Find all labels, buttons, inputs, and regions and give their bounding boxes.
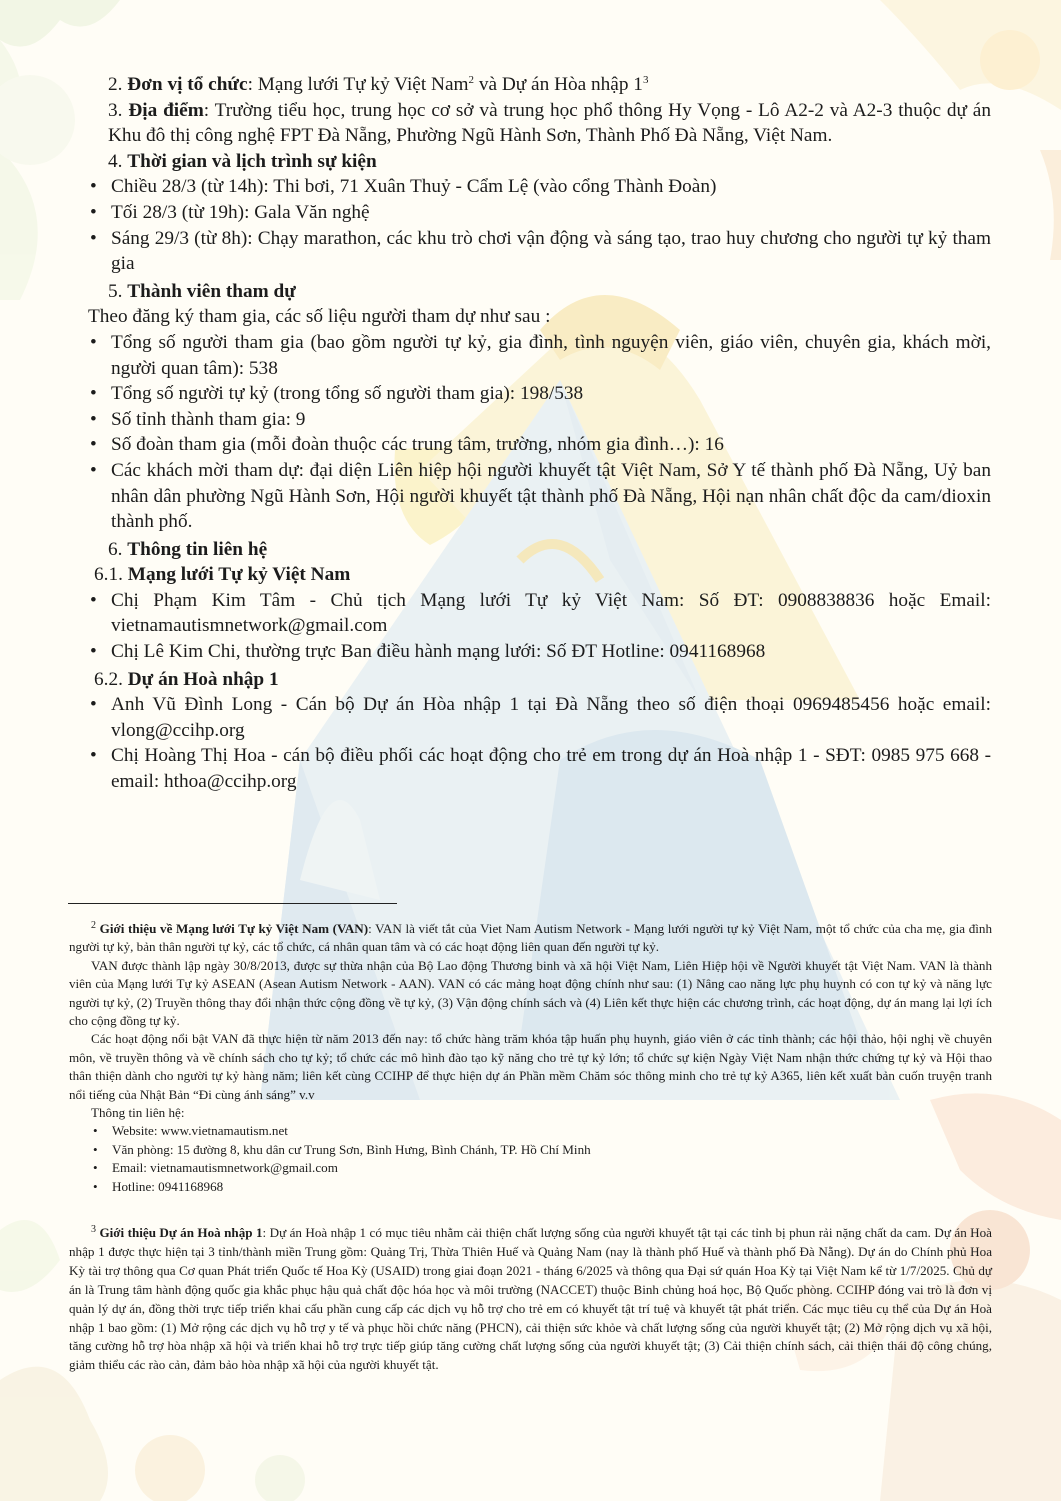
section-contact-heading xyxy=(88,537,991,563)
section-label: Đơn vị tổ chức xyxy=(127,74,248,95)
section-participants-heading xyxy=(88,279,991,305)
section-number: 2. xyxy=(108,74,123,95)
participants-item: • Số đoàn tham gia (mỗi đoàn thuộc các trung tâm, trường, nhóm gia đình…): 16 xyxy=(88,432,991,458)
sub-section-heading: Mạng lưới Tự kỷ Việt Nam xyxy=(127,564,351,586)
sub-section-number: 6.2. xyxy=(94,668,123,690)
sub-section-heading: Dự án Hoà nhập 1 xyxy=(127,668,279,690)
footnote-separator xyxy=(68,903,397,904)
footnote-title: Giới thiệu về Mạng lưới Tự kỷ Việt Nam (VAN) xyxy=(99,921,369,936)
schedule-item: • Tối 28/3 (từ 19h): Gala Văn nghệ xyxy=(88,200,991,226)
section-number: 3. xyxy=(108,99,123,121)
footnote-mark: 3 xyxy=(91,1224,96,1235)
footnote-contact-website[interactable]: • Website: www.vietnamautism.net xyxy=(69,1122,992,1140)
footnote-contact-email[interactable]: • Email: vietnamautismnetwork@gmail.com xyxy=(69,1159,992,1177)
footnote-title: Giới thiệu Dự án Hoà nhập 1 xyxy=(99,1225,263,1240)
footnote-text: : VAN là viết tắt của Viet Nam Autism Network - Mạng lưới người tự kỷ Việt Nam, một tổ chức của cha mẹ, gia đình người tự kỷ, bản thân người tự kỷ, các tổ chức, cá nhân quan tâm và có các hoạt động liên quan đến người tự kỷ. xyxy=(69,921,993,955)
organizer-text-b: và Dự án Hòa nhập 1 xyxy=(474,74,643,95)
section-heading: Thông tin liên hệ xyxy=(127,538,268,560)
footnote-contact-label: Thông tin liên hệ: xyxy=(91,1105,185,1121)
contact-item: • Chị Hoàng Thị Hoa - cán bộ điều phối các hoạt động cho trẻ em trong dự án Hoà nhập 1 - SĐT: 0985 975 668 - email: hthoa@ccihp.org xyxy=(88,743,991,794)
participants-item: • Số tỉnh thành tham gia: 9 xyxy=(88,407,991,433)
footnote-van xyxy=(69,920,992,1196)
contact-item: • Anh Vũ Đình Long - Cán bộ Dự án Hòa nhập 1 tại Đà Nẵng theo số điện thoại 0969485456 hoặc email: vlong@ccihp.org xyxy=(88,692,991,743)
location-text: : Trường tiểu học, trung học cơ sở và trung học phổ thông Hy Vọng - Lô A2-2 và A2-3 thuộc dự án Khu đô thị công nghệ FPT Đà Nẵng, Phường Ngũ Hành Sơn, Thành Phố Đà Nẵng, Việt Nam. xyxy=(108,99,991,147)
contact-item: • Chị Lê Kim Chi, thường trực Ban điều hành mạng lưới: Số ĐT Hotline: 0941168968 xyxy=(88,639,991,665)
schedule-item: • Chiều 28/3 (từ 14h): Thi bơi, 71 Xuân Thuỷ - Cẩm Lệ (vào cổng Thành Đoàn) xyxy=(88,174,991,200)
section-number: 5. xyxy=(108,280,123,302)
footnote-contact-office: • Văn phòng: 15 đường 8, khu dân cư Trung Sơn, Bình Hưng, Bình Chánh, TP. Hồ Chí Minh xyxy=(69,1141,992,1159)
footnote-contact-hotline: • Hotline: 0941168968 xyxy=(69,1178,992,1196)
section-label: Địa điểm xyxy=(128,99,204,121)
sub-section-number: 6.1. xyxy=(94,564,123,586)
section-organizer xyxy=(88,72,991,98)
organizer-text-a: : Mạng lưới Tự kỷ Việt Nam xyxy=(247,74,469,95)
participants-intro: Theo đăng ký tham gia, các số liệu người tham dự như sau : xyxy=(88,306,551,328)
section-location xyxy=(88,98,991,149)
footnote-ref-3[interactable]: 3 xyxy=(642,74,649,86)
section-heading: Thời gian và lịch trình sự kiện xyxy=(127,150,377,172)
footnote-project xyxy=(69,1224,992,1375)
participants-item: • Tổng số người tự kỷ (trong tổng số người tham gia): 198/538 xyxy=(88,381,991,407)
footnote-paragraph: VAN được thành lập ngày 30/8/2013, được sự thừa nhận của Bộ Lao động Thương binh và xã hội Việt Nam, Liên Hiệp hội về Người khuyết tật Việt Nam. VAN là thành viên của Mạng lưới Tự kỷ ASEAN (Asean Autism Network - AAN). VAN có các mảng hoạt động chính như sau: (1) Nâng cao năng lực phụ huynh có con tự kỷ và năng lực người tự kỷ, (2) Truyền thông thay đổi nhận thức cộng đồng về tự kỷ, (3) Vận động chính sách và (4) Liên kết thực hiện các chương trình, các hoạt động, dự án mang lại lợi ích cho cộng đồng tự kỷ. xyxy=(69,957,992,1029)
footnote-mark: 2 xyxy=(91,920,96,931)
footnote-contact-list xyxy=(69,1122,992,1196)
footnote-text: : Dự án Hoà nhập 1 có mục tiêu nhằm cải thiện chất lượng sống của người khuyết tật tại các tỉnh bị phun rải nặng chất da cam. Dự án Hoà nhập 1 được thực hiện tại 3 tỉnh/thành miền Trung gồm: Quảng Trị, Thừa Thiên Huế và Quảng Nam (nay là thành phố Huế và thành phố Đà Nẵng). Dự án do Chính phủ Hoa Kỳ tài trợ thông qua Cơ quan Phát triển Quốc tế Hoa Kỳ (USAID) trong giai đoạn 2021 - tháng 6/2025 và thông qua Đại sứ quán Hoa Kỳ tại Việt Nam kể từ 1/7/2025. Chủ dự án là Trung tâm hành động quốc gia khắc phục hậu quả chất độc hóa học và môi trường (NACCET) thuộc Binh chủng hoá học, Bộ Quốc phòng. CCIHP đóng vai trò là đơn vị quản lý dự án, đồng thời trực tiếp triển khai cấu phần cung cấp các dịch vụ hỗ trợ cho trẻ em có khuyết tật trí tuệ và khuyết tật phát triển. Các mục tiêu cụ thể của Dự án Hoà nhập 1 bao gồm: (1) Mở rộng các dịch vụ hỗ trợ y tế và phục hồi chức năng (PHCN), cải thiện sức khỏe và chất lượng sống của người khuyết tật; (2) Mở rộng dịch vụ xã hội, tăng cường hỗ trợ hòa nhập xã hội và triển khai hỗ trợ trực tiếp giúp tăng cường chất lượng sống của người khuyết tật; (3) Cải thiện chính sách, cải thiện thái độ công chúng, giảm thiểu các rào cản, đảm bảo hòa nhập xã hội của người khuyết tật. xyxy=(69,1225,992,1373)
contact-sub-heading-van xyxy=(88,562,991,588)
participants-item: • Tổng số người tham gia (bao gồm người tự kỷ, gia đình, tình nguyện viên, giáo viên, chuyên gia, khách mời, người quan tâm): 538 xyxy=(88,330,991,381)
section-number: 6. xyxy=(108,538,123,560)
section-schedule-heading xyxy=(88,149,991,175)
schedule-item: • Sáng 29/3 (từ 8h): Chạy marathon, các khu trò chơi vận động và sáng tạo, trao huy chương cho người tự kỷ tham gia xyxy=(88,226,991,277)
footnote-paragraph: Các hoạt động nổi bật VAN đã thực hiện từ năm 2013 đến nay: tổ chức hàng trăm khóa tập huấn phụ huynh, giáo viên ở các tỉnh thành; các hội thảo, hội nghị về chuyên môn, về truyền thông và về chính sách cho tự kỷ; tổ chức các mô hình đào tạo kỹ năng cho trẻ tự kỷ lớn; tổ chức sự kiện Ngày Việt Nam nhận thức chứng tự kỷ và Hội thao thân thiện dành cho người tự kỷ hàng năm; liên kết cùng CCIHP để thực hiện dự án Phần mềm Chăm sóc thông minh cho trẻ tự kỷ A365, liên kết xuất bản cuốn truyện tranh nổi tiếng của Nhật Bản “Đi cùng ánh sáng” v.v xyxy=(69,1031,992,1102)
contact-item: • Chị Phạm Kim Tâm - Chủ tịch Mạng lưới Tự kỷ Việt Nam: Số ĐT: 0908838836 hoặc Email: vietnamautismnetwork@gmail.com xyxy=(88,588,991,639)
participants-item: • Các khách mời tham dự: đại diện Liên hiệp hội người khuyết tật Việt Nam, Sở Y tế thành phố Đà Nẵng, Uỷ ban nhân dân phường Ngũ Hành Sơn, Hội người khuyết tật thành phố Đà Nẵng, Hội nạn nhân chất độc da cam/dioxin thành phố. xyxy=(88,458,991,535)
contact-sub-heading-project xyxy=(88,667,991,693)
footnote-ref-2[interactable]: 2 xyxy=(468,74,475,86)
main-body xyxy=(88,72,991,795)
section-heading: Thành viên tham dự xyxy=(127,280,296,302)
section-number: 4. xyxy=(108,150,123,172)
